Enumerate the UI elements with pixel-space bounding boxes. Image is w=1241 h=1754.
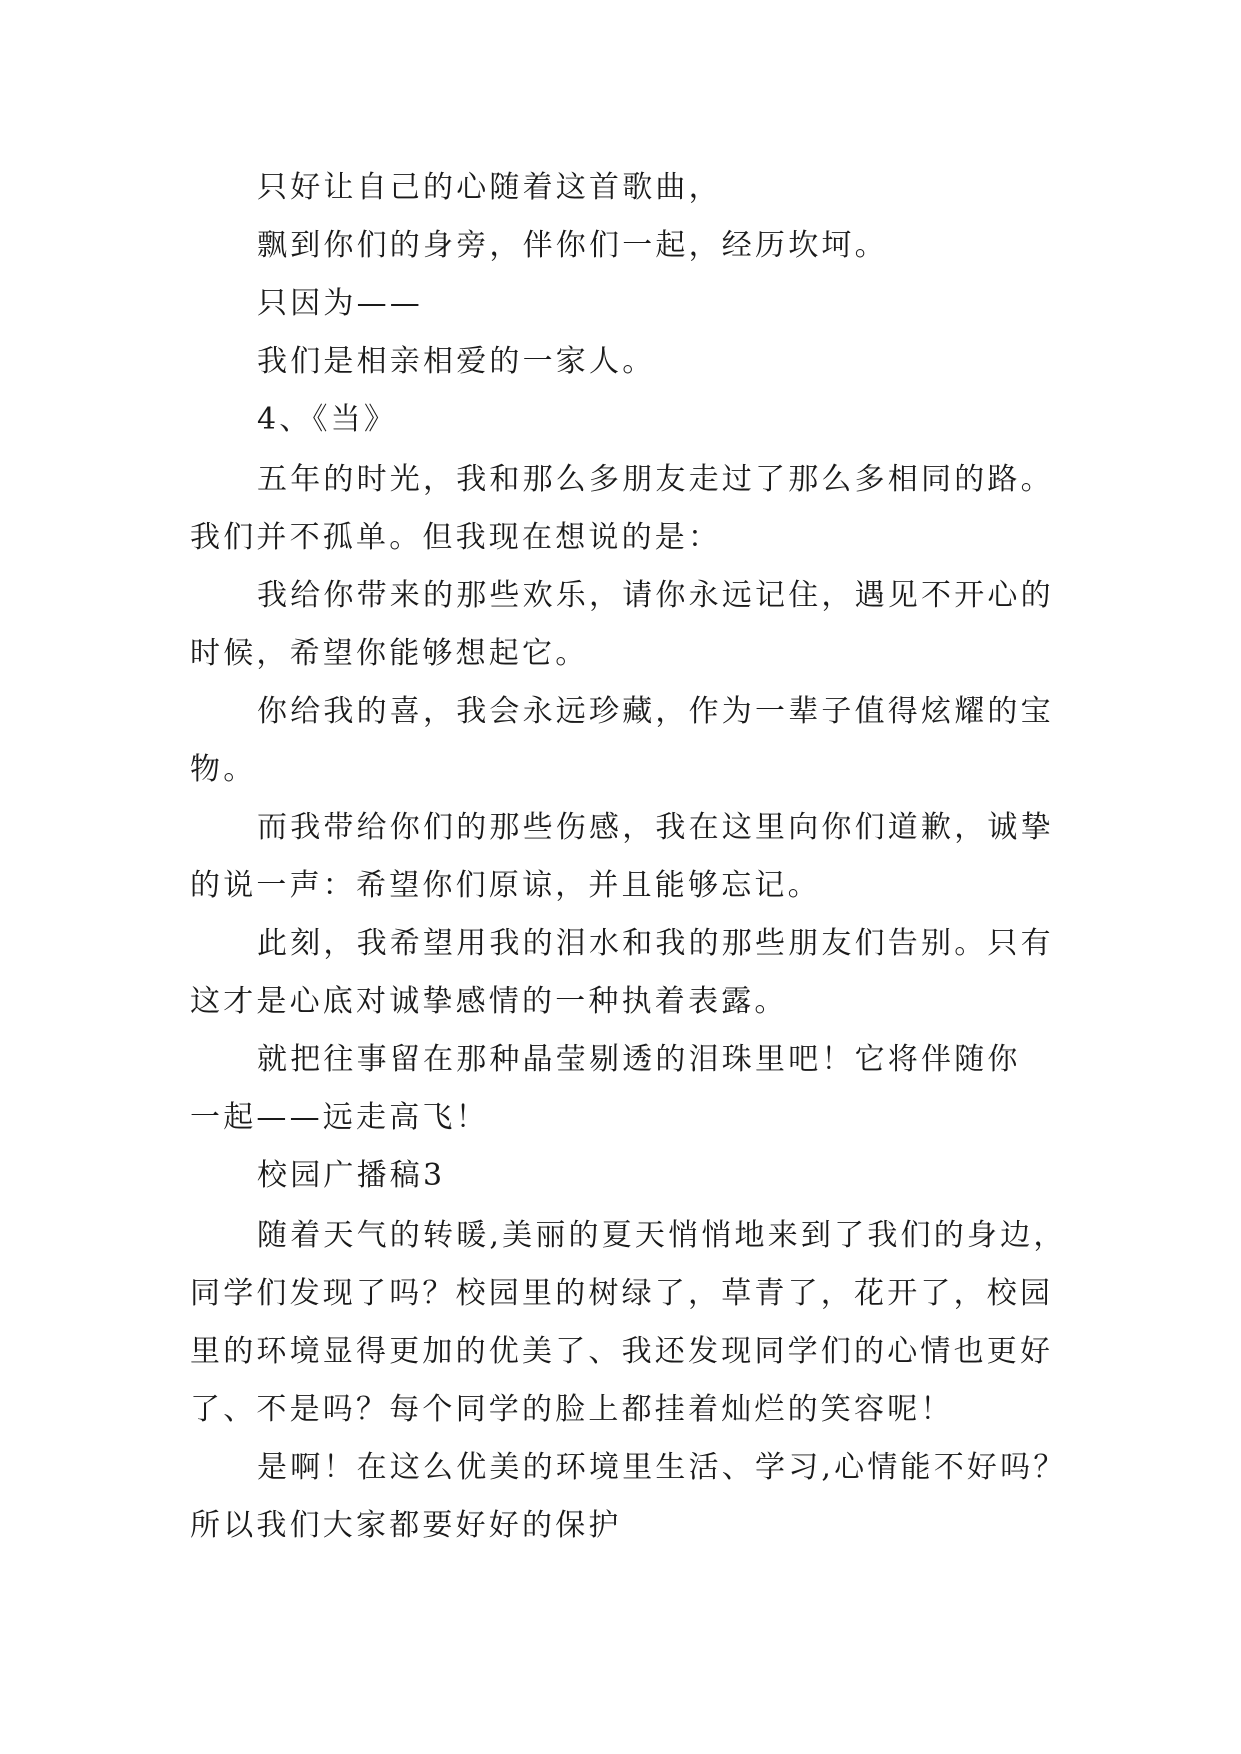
text-line: 而我带给你们的那些伤感，我在这里向你们道歉，诚挚: [257, 810, 1054, 845]
text-line: 飘到你们的身旁，伴你们一起，经历坎坷。: [257, 228, 888, 263]
text-line: 是啊！在这么优美的环境里生活、学习,心情能不好吗？: [257, 1450, 1067, 1485]
text-line: 五年的时光，我和那么多朋友走过了那么多相同的路。: [257, 462, 1054, 497]
text-line: 就把往事留在那种晶莹剔透的泪珠里吧！它将伴随你: [257, 1042, 1021, 1077]
text-line: 你给我的喜，我会永远珍藏，作为一辈子值得炫耀的宝: [257, 694, 1054, 729]
section-heading: 4、《当》: [257, 402, 398, 437]
text-line: 只好让自己的心随着这首歌曲，: [257, 170, 722, 205]
text-line: 我们是相亲相爱的一家人。: [257, 344, 656, 379]
text-line: 所以我们大家都要好好的保护: [190, 1508, 622, 1543]
text-line: 只因为——: [257, 286, 423, 321]
text-line: 同学们发现了吗？校园里的树绿了，草青了，花开了，校园: [190, 1276, 1054, 1311]
text-line: 一起——远走高飞！: [190, 1100, 489, 1135]
section-heading: 校园广播稿3: [257, 1158, 446, 1193]
text-line: 里的环境显得更加的优美了、我还发现同学们的心情也更好: [190, 1334, 1054, 1369]
text-line: 我们并不孤单。但我现在想说的是：: [190, 520, 722, 555]
text-line: 我给你带来的那些欢乐，请你永远记住，遇见不开心的: [257, 578, 1054, 613]
text-line: 时候，希望你能够想起它。: [190, 636, 589, 671]
text-line: 物。: [190, 752, 257, 787]
text-line: 此刻，我希望用我的泪水和我的那些朋友们告别。只有: [257, 926, 1054, 961]
text-line: 了、不是吗？每个同学的脸上都挂着灿烂的笑容呢！: [190, 1392, 954, 1427]
text-line: 随着天气的转暖,美丽的夏天悄悄地来到了我们的身边，: [257, 1218, 1067, 1253]
text-line: 这才是心底对诚挚感情的一种执着表露。: [190, 984, 788, 1019]
text-line: 的说一声：希望你们原谅，并且能够忘记。: [190, 868, 821, 903]
